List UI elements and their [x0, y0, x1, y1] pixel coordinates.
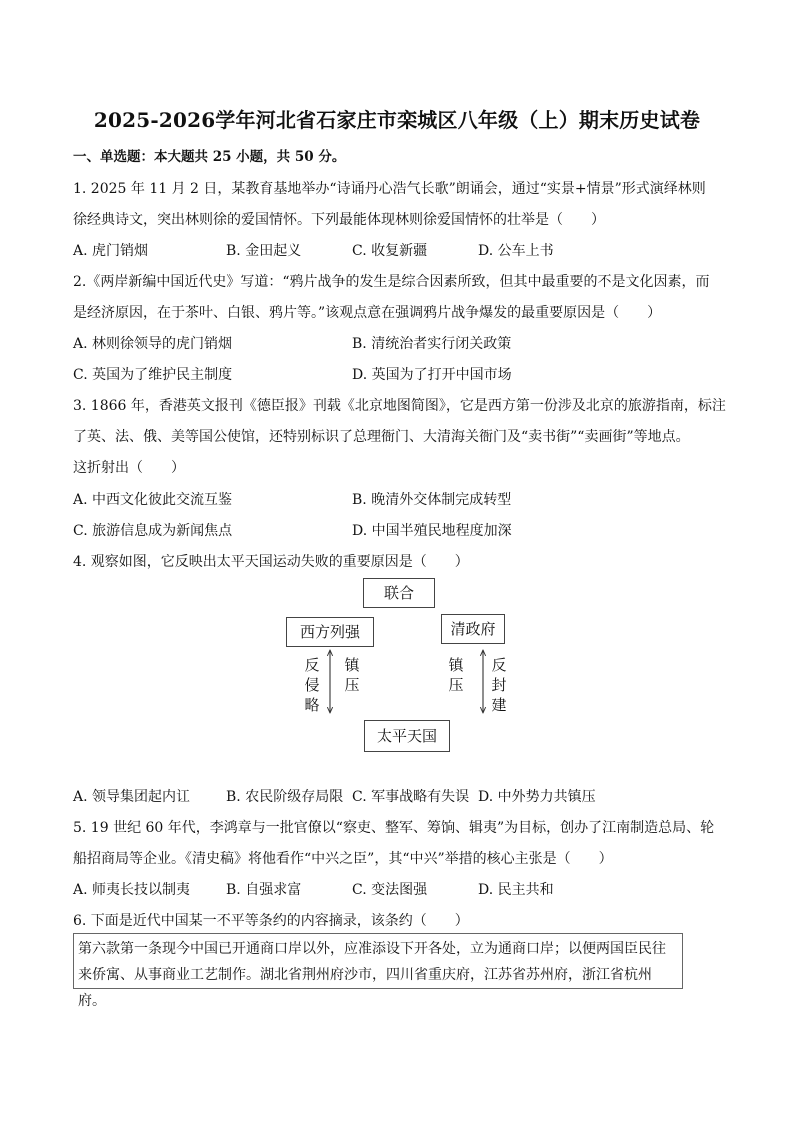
q2-option-b[interactable]: B. 清统治者实行闭关政策: [352, 336, 512, 352]
section-heading: 一、单选题：本大题共 25 小题，共 50 分。: [73, 149, 346, 165]
q2-option-d[interactable]: D. 英国为了打开中国市场: [352, 367, 512, 383]
q1-stem-line2: 徐经典诗文，突出林则徐的爱国情怀。下列最能体现林则徐爱国情怀的壮举是（ ）: [73, 212, 605, 228]
q6-stem: 6. 下面是近代中国某一不平等条约的内容摘录，该条约（ ）: [73, 913, 469, 929]
q4-relationship-diagram: [280, 575, 520, 755]
q3-option-a[interactable]: A. 中西文化彼此交流互鉴: [73, 492, 233, 508]
q4-option-b[interactable]: B. 农民阶级存局限: [226, 789, 344, 805]
q2-option-a[interactable]: A. 林则徐领导的虎门销烟: [73, 336, 233, 352]
q3-stem-line2: 了英、法、俄、美等国公使馆，还特别标识了总理衙门、大清海关衙门及“卖书街”“卖画街”等地点。: [73, 429, 690, 445]
diagram-label-suppress-left: 镇压: [344, 656, 360, 694]
diagram-label-anti-aggression: 反侵略: [304, 656, 320, 714]
q4-option-a[interactable]: A. 领导集团起内讧: [73, 789, 191, 805]
q5-option-a[interactable]: A. 师夷长技以制夷: [73, 882, 191, 898]
q5-stem-line2: 船招商局等企业。《清史稿》将他看作“中兴之臣”，其“中兴”举措的核心主张是（ ）: [73, 851, 613, 867]
q5-stem-line1: 5. 19 世纪 60 年代，李鸿章与一批官僚以“察吏、整军、筹饷、辑夷”为目标，创办了江南制造总局、轮: [73, 820, 715, 836]
q3-stem-line3: 这折射出（ ）: [73, 460, 185, 476]
q3-stem-line1: 3. 1866 年，香港英文报刊《德臣报》刊载《北京地图简图》，它是西方第一份涉及北京的旅游指南，标注: [73, 398, 726, 414]
q1-option-b[interactable]: B. 金田起义: [226, 243, 302, 259]
diagram-box-taiping: 太平天国: [364, 720, 450, 752]
q4-option-c[interactable]: C. 军事战略有失误: [352, 789, 470, 805]
q3-option-b[interactable]: B. 晚清外交体制完成转型: [352, 492, 512, 508]
diagram-box-qing-government: 清政府: [441, 614, 505, 644]
q1-stem-line1: 1. 2025 年 11 月 2 日，某教育基地举办“诗诵丹心浩气长歌”朗诵会，通过“实景+情景”形式演绎林则: [73, 181, 706, 197]
diagram-label-suppress-right: 镇压: [448, 656, 464, 694]
q4-option-d[interactable]: D. 中外势力共镇压: [478, 789, 596, 805]
q2-option-c[interactable]: C. 英国为了维护民主制度: [73, 367, 233, 383]
diagram-box-alliance: 联合: [363, 578, 435, 608]
q3-option-c[interactable]: C. 旅游信息成为新闻焦点: [73, 523, 233, 539]
q5-option-b[interactable]: B. 自强求富: [226, 882, 302, 898]
q5-option-d[interactable]: D. 民主共和: [478, 882, 554, 898]
q2-stem-line1: 2.《两岸新编中国近代史》写道：“鸦片战争的发生是综合因素所致，但其中最重要的不是文化因素，而: [73, 274, 710, 290]
q3-option-d[interactable]: D. 中国半殖民地程度加深: [352, 523, 512, 539]
q5-option-c[interactable]: C. 变法图强: [352, 882, 428, 898]
q4-stem: 4. 观察如图，它反映出太平天国运动失败的重要原因是（ ）: [73, 554, 469, 570]
q1-option-d[interactable]: D. 公车上书: [478, 243, 554, 259]
diagram-label-anti-feudal: 反封建: [491, 656, 507, 714]
q1-option-a[interactable]: A. 虎门销烟: [73, 243, 149, 259]
diagram-box-western-powers: 西方列强: [286, 617, 374, 647]
q6-treaty-excerpt-box: 第六款第一条现今中国已开通商口岸以外，应准添设下开各处，立为通商口岸；以便两国臣民往来侨寓、从事商业工艺制作。湖北省荆州府沙市，四川省重庆府，江苏省苏州府，浙江省杭州府。: [73, 933, 683, 989]
exam-title: 2025-2026学年河北省石家庄市栾城区八年级（上）期末历史试卷: [93, 108, 701, 132]
q1-option-c[interactable]: C. 收复新疆: [352, 243, 428, 259]
q2-stem-line2: 是经济原因，在于茶叶、白银、鸦片等。”该观点意在强调鸦片战争爆发的最重要原因是（ ）: [73, 305, 662, 321]
